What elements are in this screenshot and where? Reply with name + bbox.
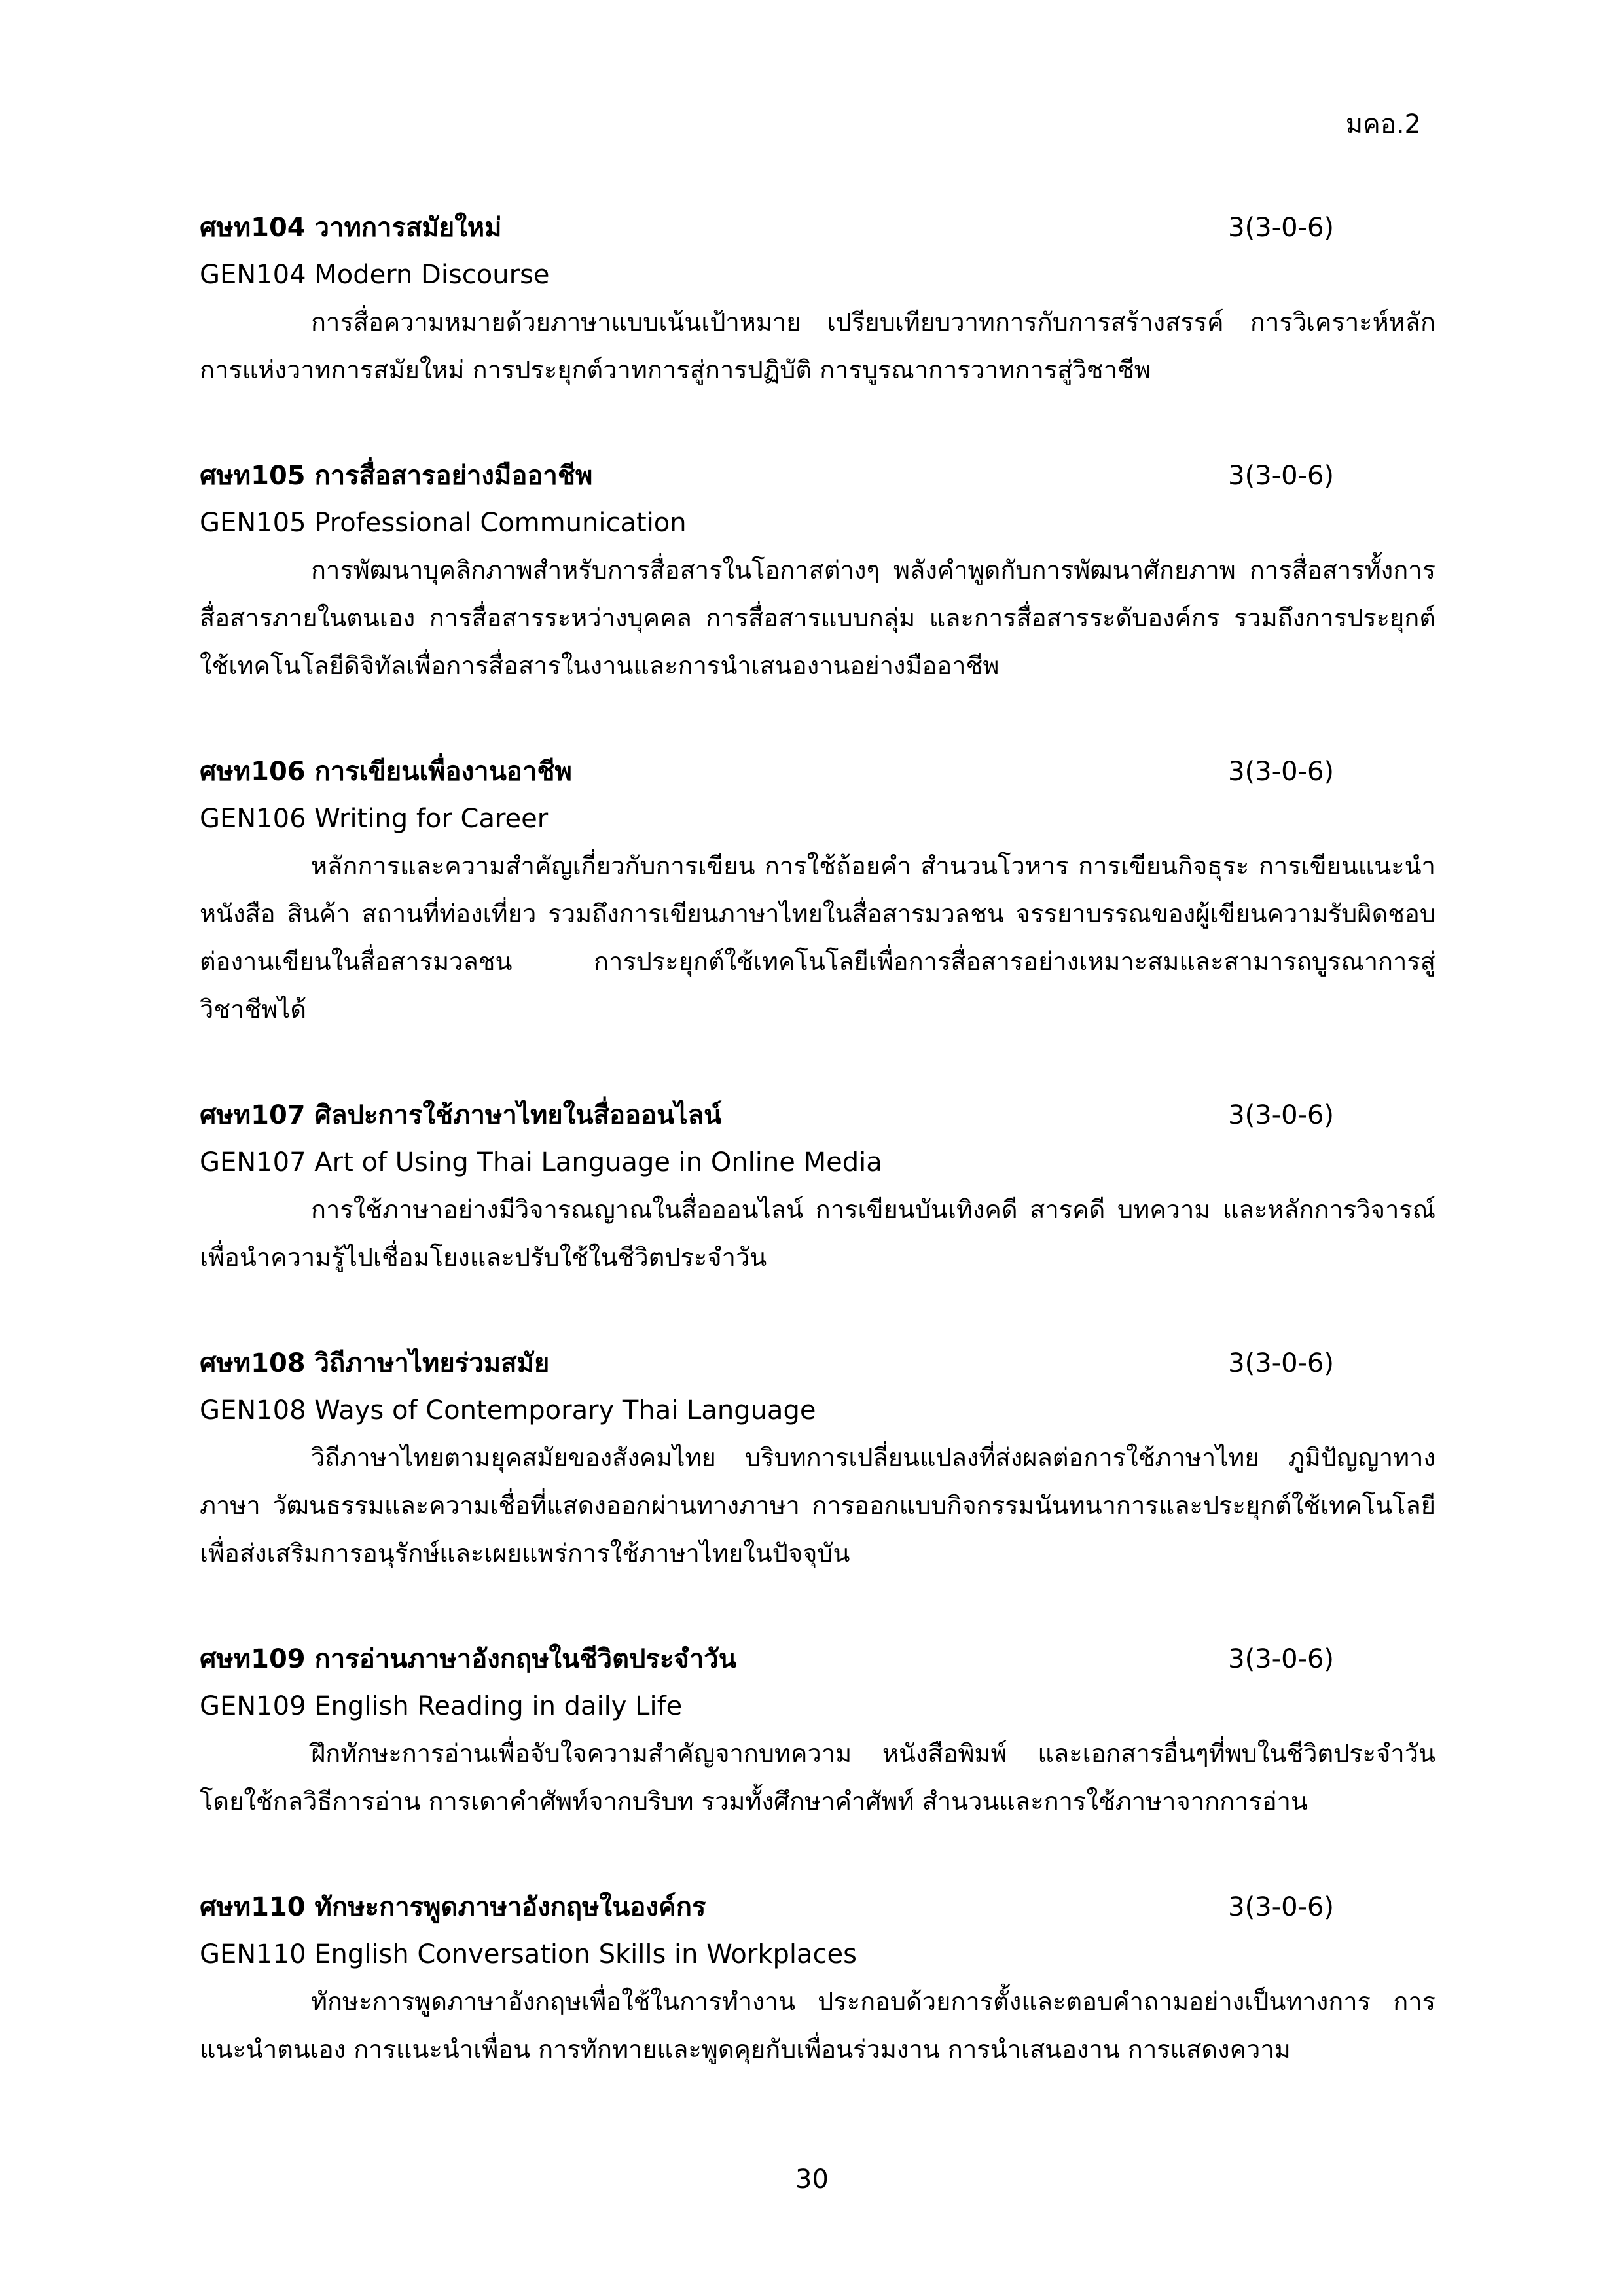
course-english-title: GEN104 Modern Discourse	[200, 260, 550, 290]
course-block	[200, 748, 1435, 1033]
course-heading-row	[200, 1340, 1435, 1387]
course-credits: 3(3-0-6)	[1228, 1100, 1334, 1130]
course-thai-title: ศษท104 วาทการสมัยใหม่	[200, 213, 502, 243]
course-thai-title: ศษท109 การอ่านภาษาอังกฤษในชีวิตประจำวัน	[200, 1644, 737, 1674]
course-description: การสื่อความหมายด้วยภาษาแบบเน้นเป้าหมาย เปรียบเทียบวาทการกับการสร้างสรรค์ การวิเคราะห์หลักการแห่งวาทการสมัยใหม่ การประยุกต์วาทการสู่การปฏิบัติ การบูรณาการวาทการสู่วิชาชีพ	[200, 308, 1435, 384]
course-heading-row	[200, 1636, 1435, 1683]
course-description: วิถีภาษาไทยตามยุคสมัยของสังคมไทย บริบทการเปลี่ยนแปลงที่ส่งผลต่อการใช้ภาษาไทย ภูมิปัญญาทางภาษา วัฒนธรรมและความเชื่อที่แสดงออกผ่านทางภาษา การออกแบบกิจกรรมนันทนาการและประยุกต์ใช้เทคโนโลยีเพื่อส่งเสริมการอนุรักษ์และเผยแพร่การใช้ภาษาไทยในปัจจุบัน	[200, 1443, 1435, 1568]
course-block	[200, 1884, 1435, 2073]
course-thai-title: ศษท106 การเขียนเพื่องานอาชีพ	[200, 757, 572, 787]
course-credits: 3(3-0-6)	[1228, 1644, 1334, 1674]
course-thai-title: ศษท105 การสื่อสารอย่างมืออาชีพ	[200, 461, 593, 491]
course-list	[200, 204, 1435, 2132]
course-block	[200, 452, 1435, 690]
course-english-title: GEN106 Writing for Career	[200, 804, 549, 834]
page-code: มคอ.2	[1345, 109, 1421, 139]
course-heading-row	[200, 748, 1435, 795]
course-english-title: GEN105 Professional Communication	[200, 508, 687, 538]
course-description: หลักการและความสำคัญเกี่ยวกับการเขียน การใช้ถ้อยคำ สำนวนโวหาร การเขียนกิจธุระ การเขียนแนะนำหนังสือ สินค้า สถานที่ท่องเที่ยว รวมถึงการเขียนภาษาไทยในสื่อสารมวลชน จรรยาบรรณของผู้เขียนความรับผิดชอบต่องานเขียนในสื่อสารมวลชน การประยุกต์ใช้เทคโนโลยีเพื่อการสื่อสารอย่างเหมาะสมและสามารถบูรณาการสู่วิชาชีพได้	[200, 852, 1435, 1024]
course-description: ทักษะการพูดภาษาอังกฤษเพื่อใช้ในการทำงาน ประกอบด้วยการตั้งและตอบคำถามอย่างเป็นทางการ การแนะนำตนเอง การแนะนำเพื่อน การทักทายและพูดคุยกับเพื่อนร่วมงาน การนำเสนองาน การแสดงความ	[200, 1987, 1435, 2064]
course-english-title: GEN109 English Reading in daily Life	[200, 1691, 683, 1721]
course-heading-row	[200, 204, 1435, 251]
course-credits: 3(3-0-6)	[1228, 1348, 1334, 1378]
course-block	[200, 1636, 1435, 1825]
course-heading-row	[200, 1092, 1435, 1139]
course-description: การพัฒนาบุคลิกภาพสำหรับการสื่อสารในโอกาสต่างๆ พลังคำพูดกับการพัฒนาศักยภาพ การสื่อสารทั้งการสื่อสารภายในตนเอง การสื่อสารระหว่างบุคคล การสื่อสารแบบกลุ่ม และการสื่อสารระดับองค์กร รวมถึงการประยุกต์ใช้เทคโนโลยีดิจิทัลเพื่อการสื่อสารในงานและการนำเสนองานอย่างมืออาชีพ	[200, 556, 1435, 680]
course-credits: 3(3-0-6)	[1228, 757, 1334, 787]
course-english-title: GEN108 Ways of Contemporary Thai Language	[200, 1395, 816, 1426]
course-credits: 3(3-0-6)	[1228, 461, 1334, 491]
course-thai-title: ศษท107 ศิลปะการใช้ภาษาไทยในสื่อออนไลน์	[200, 1100, 722, 1130]
course-description: การใช้ภาษาอย่างมีวิจารณญาณในสื่อออนไลน์ การเขียนบันเทิงคดี สารคดี บทความ และหลักการวิจารณ์ เพื่อนำความรู้ไปเชื่อมโยงและปรับใช้ในชีวิตประจำวัน	[200, 1195, 1435, 1272]
course-thai-title: ศษท108 วิถีภาษาไทยร่วมสมัย	[200, 1348, 550, 1378]
course-heading-row	[200, 452, 1435, 499]
course-heading-row	[200, 1884, 1435, 1931]
course-block	[200, 1092, 1435, 1282]
course-credits: 3(3-0-6)	[1228, 1892, 1334, 1922]
page-number: 30	[795, 2164, 829, 2195]
course-block	[200, 204, 1435, 394]
course-description: ฝึกทักษะการอ่านเพื่อจับใจความสำคัญจากบทความ หนังสือพิมพ์ และเอกสารอื่นๆที่พบในชีวิตประจำวัน โดยใช้กลวิธีการอ่าน การเดาคำศัพท์จากบริบท รวมทั้งศึกษาคำศัพท์ สำนวนและการใช้ภาษาจากการอ่าน	[200, 1739, 1435, 1816]
course-credits: 3(3-0-6)	[1228, 213, 1334, 243]
course-english-title: GEN107 Art of Using Thai Language in Online Media	[200, 1147, 882, 1177]
course-english-title: GEN110 English Conversation Skills in Workplaces	[200, 1939, 857, 1969]
course-block	[200, 1340, 1435, 1577]
course-thai-title: ศษท110 ทักษะการพูดภาษาอังกฤษในองค์กร	[200, 1892, 706, 1922]
